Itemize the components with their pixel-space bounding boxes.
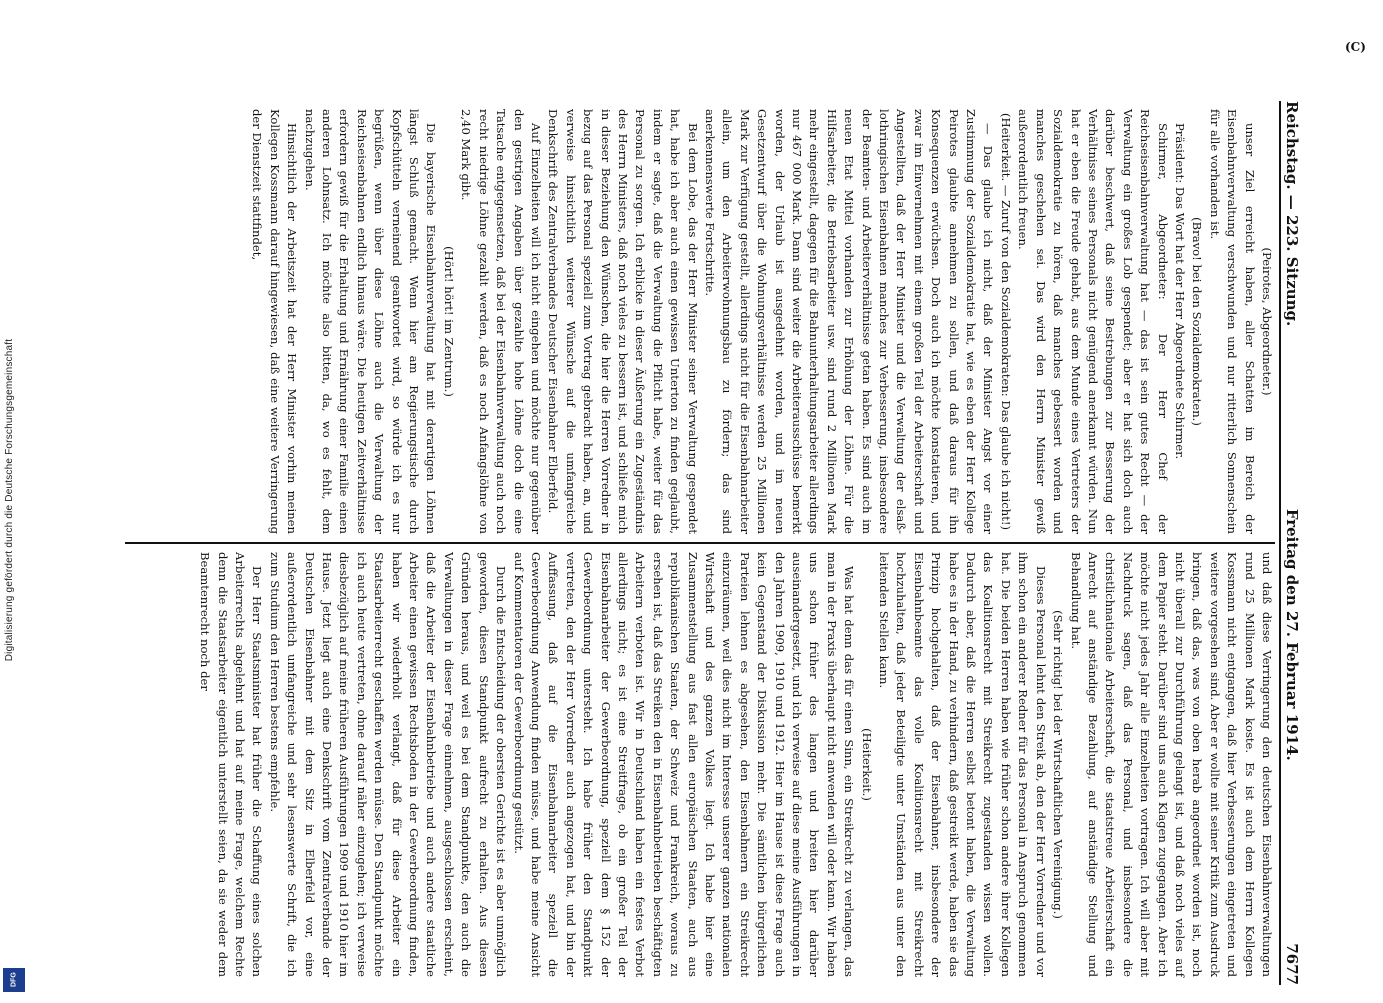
paragraph: Der Herr Staatsminister hat früher die Schaffung eines solchen Arbeiterrechts abgelehnt und hat auf meine Frage, welchem Rechte denn die Staatsarbeiter eigentlich unterstellt seien, da sie weder dem Beamtenrecht noch der [198, 552, 265, 977]
paragraph: Was hat denn das für einen Sinn, ein Streikrecht zu verlangen, das man in der Praxis überhaupt nicht anwenden will oder kann. Wir haben uns schon früher des langen und breiten hier darüber auseinandergesetzt, und ich verweise auf diese meine Ausführungen in den Jahren 1909, 1910 und 1912. Hier im Hause ist diese Frage auch kein Gegenstand der Diskussion mehr. Die sämtlichen bürgerlichen Parteien lehnen es abgesehen, den Eisenbahnern ein Streikrecht einzuräumen, weil dies nicht im Interesse unserer ganzen nationalen Wirtschaft und des ganzen Volkes liegt. Ich habe hier eine Zusammenstellung aus fast allen europäischen Staaten, auch aus republikanischen Staaten, der Schweiz und Frankreich, woraus zu ersehen ist, daß das Streiken den in Eisenbahnbetrieben beschäftigten Arbeitern verboten ist. Wir in Deutschland haben ein festes Verbot allerdings nicht; es ist eine Streitfrage, ob ein großer Teil der Eisenbahnarbeiter der Gewerbeordnung, speziell dem § 152 der Gewerbeordnung untersteht. Ich habe früher den Standpunkt vertreten, den der Herr Vorredner auch angezogen hat, und bin der Auffassung, daß auf die Eisenbahnarbeiter speziell die Gewerbeordnung Anwendung finden müsse, und habe meine Ansicht auf Kommentatoren der Gewerbeordnung gestützt. [511, 552, 857, 977]
remark-line: (Heiterkeit.) [859, 728, 874, 801]
right-column [125, 544, 1275, 985]
paragraph: unser Ziel erreicht haben, aller Schatten im Bereich der Eisenbahnverwaltung verschwunden und nur ritterlich Sonnenschein für alle vorhanden ist. [1207, 109, 1257, 534]
margin-marker-c: (C) [1345, 40, 1366, 54]
remark-line: (Heiterkeit. — Zuruf von den Sozialdemokraten: Das glaube ich nicht!) [998, 112, 1013, 531]
page-number: 7677 [1283, 943, 1301, 985]
left-column [125, 101, 1275, 542]
paragraph: Die bayerische Eisenbahnverwaltung hat mit derartigen Löhnen längst Schluß gemacht. Wenn hier am Regierungstische durch Kopfschütteln verneinend geantwortet wird, so würde ich es nur begrüßen, wenn über diese Löhne auch die Verwaltung der Reichseisenbahnen endlich hinaus wäre. Die heutigen Zeitverhältnisse erfordern gewiß für die Erhaltung und Ernährung einer Familie einen anderen Lohnsatz. Ich möchte also bitten, da, wo es fehlt, dem nachzugehen. [302, 109, 439, 534]
paragraph: Durch die Entscheidung der obersten Gerichte ist es aber unmöglich geworden, diesen Standpunkt aufrecht zu erhalten. Aus diesen Gründen heraus, und weil es bei dem Standpunkte, den auch die Verwaltungen in dieser Frage einnehmen, ausgeschlossen erscheint, daß die Arbeiter der Eisenbahnbetriebe und auch andere staatliche Arbeiter einen gewissen Rechtsboden in der Gewerbeordnung finden, haben wir wiederholt verlangt, daß für diese Arbeiter ein Staatsarbeiterrecht geschaffen werden müsse. Den Standpunkt möchte ich auch heute vertreten, ohne darauf näher einzugehen; ich verweise diesbezüglich auf meine früheren Ausführungen 1909 und 1910 hier im Hause. Jetzt liegt auch eine Denkschrift vom Zentralverbande der Deutschen Eisenbahner mit dem Sitz in Elberfeld vor, eine außerordentlich umfangreiche und sehr lesenswerte Schrift, die ich zum Studium den Herren bestens empfehle. [267, 552, 509, 977]
paragraph: Dieses Personal lehnt den Streik ab, den der Herr Vorredner und vor ihm schon ein anderer Redner für das Personal in Anspruch genommen hat. Die beiden Herren haben wie früher schon andere ihrer Kollegen das Koalitionsrecht mit Streikrecht zugestanden wissen wollen. Dadurch aber, daß die Herren selbst betont haben, die Verwaltung habe es in der Hand, zu verhindern, daß gestreikt werde, haben sie das Prinzip hochgehalten, daß der Eisenbahner, insbesondere der Eisenbahnbeamte das volle Koalitionsrecht mit Streikrecht hochzuhalten, daß jeder Beteiligte unter Umständen aus unter den leitenden Stellen kann. [877, 552, 1048, 977]
remark-line: (Bravo! bei den Sozialdemokraten.) [1190, 217, 1205, 426]
header-date: Freitag den 27. Februar 1914. [1283, 508, 1301, 761]
document-page [83, 83, 1303, 1003]
paragraph: Bei dem Lobe, das der Herr Minister seiner Verwaltung gespendet hat, habe ich aber auch einen gewissen Unterton zu finden geglaubt, indem er sagte, daß die Verwaltung die Pflicht habe, weiter für das Personal zu sorgen. Ich erblicke in dieser Äußerung ein Zugeständnis des Herrn Ministers, daß noch vieles zu bessern ist, und schließe mich in dieser Beziehung den Wünschen, die hier die Herren Vorredner in bezug auf das Personal speziell zum Vortrag gebracht haben, an, und verweise hinsichtlich weiterer Wünsche auf die umfangreiche Denkschrift des Zentralverbandes Deutscher Eisenbahner Elberfeld. [546, 109, 700, 534]
paragraph: und daß diese Verringerung den deutschen Eisenbahnverwaltungen rund 25 Millionen Mark koste. Es ist auch dem Herrn Kollegen Kossmann nicht entgangen, daß hier Verbesserungen eingetreten und weitere vorgesehen sind. Aber er wollte mit seiner Kritik zum Ausdruck bringen, daß das, was von oben herab angeordnet worden ist, noch nicht überall zur Durchführung gelangt ist, und daß noch vieles auf dem Papier steht. Darüber sind uns auch Klagen zugegangen. Aber ich möchte nicht jedes Jahr alle Einzelheiten vortragen. Ich will aber mit Nachdruck sagen, daß das Personal, und insbesondere die christlichnationale Arbeiterschaft, die staatstreue Arbeiterschaft ein Anrecht auf anständige Bezahlung, auf anständige Stellung und Behandlung hat. [1068, 552, 1274, 977]
paragraph: — Das glaube ich nicht, daß der Minister Angst vor einer Zustimmung der Sozialdemokratie hat, wie es eben der Herr Kollege Peirotes glaubte annehmen zu sollen, und daß daraus für ihn Konsequenzen erwüchsen. Doch auch ich möchte konstatieren, und zwar im Einvernehmen mit einem großen Teil der Arbeiterschaft und Angestellten, daß der Herr Minister und die Verwaltung der elsaß-lothringischen Eisenbahnen manches zur Verbesserung, insbesondere der Beamten- und Arbeiterverhältnisse getan haben. Es sind auch im neuen Etat Mittel vorhanden zur Erhöhung der Löhne. Für die Hilfsarbeiter, die Betriebsarbeiter usw. sind rund 2 Millionen Mark mehr eingestellt, dagegen für die Bahnunterhaltungsarbeiter allerdings nur 467 000 Mark. Dann sind weiter die Arbeiterausschüsse bemerkt worden, der Urlaub ist ausgedehnt worden, und im neuen Gesetzentwurf über die Wohnungsverhältnisse werden 25 Millionen Mark zur Verfügung gestellt, allerdings nicht für die Eisenbahnarbeiter allein, um den Arbeiterwohnungsbau zu fördern; das sind anerkennenswerte Fortschritte. [703, 109, 996, 534]
page-header [1279, 101, 1301, 985]
remark-line: (Hört! hört! im Zentrum.) [441, 246, 456, 397]
paragraph: Präsident: Das Wort hat der Herr Abgeordnete Schirmer. [1172, 123, 1187, 460]
paragraph: Hinsichtlich der Arbeitszeit hat der Herr Minister vorhin meinen Kollegen Kossmann darauf hingewiesen, daß eine weitere Verringerung der Dienstzeit stattfindet, [250, 109, 300, 534]
remark-line: (Sehr richtig! bei der Wirtschaftlichen Vereinigung.) [1051, 610, 1066, 919]
dfg-logo: DFG [3, 968, 25, 992]
header-left: Reichstag. — 223. Sitzung. [1283, 101, 1301, 327]
digitization-credit: Digitalisierung gefördert durch die Deutsche Forschungsgemeinschaft [4, 338, 15, 662]
paragraph: Schirmer, Abgeordneter: Der Herr Chef der Reichseisenbahnverwaltung hat — das ist sein gutes Recht — der Verwaltung ein großes Lob gespendet; aber er hat sich doch auch darüber beschwert, daß seine Bestrebungen zur Besserung der Verhältnisse seines Personals nicht genügend anerkannt würden. Nun hat er eben die Freude gehabt, aus dem Munde eines Vertreters der Sozialdemokratie zu hören, daß manches gebessert worden und manches geschehen sei. Das wird den Herrn Minister gewiß außerordentlich freuen. [1016, 109, 1170, 534]
paragraph: Auf Einzelheiten will ich nicht eingehen und möchte nur gegenüber den gestrigen Angaben über gezahlte hohe Löhne doch die eine Tatsache entgegensetzen, daß bei der Eisenbahnverwaltung auch noch recht niedrige Löhne gezahlt werden, daß es noch Anfangslöhne von 2,40 Mark gibt. [459, 109, 543, 534]
remark-line: (Peirotes, Abgeordneter.) [1260, 247, 1274, 396]
